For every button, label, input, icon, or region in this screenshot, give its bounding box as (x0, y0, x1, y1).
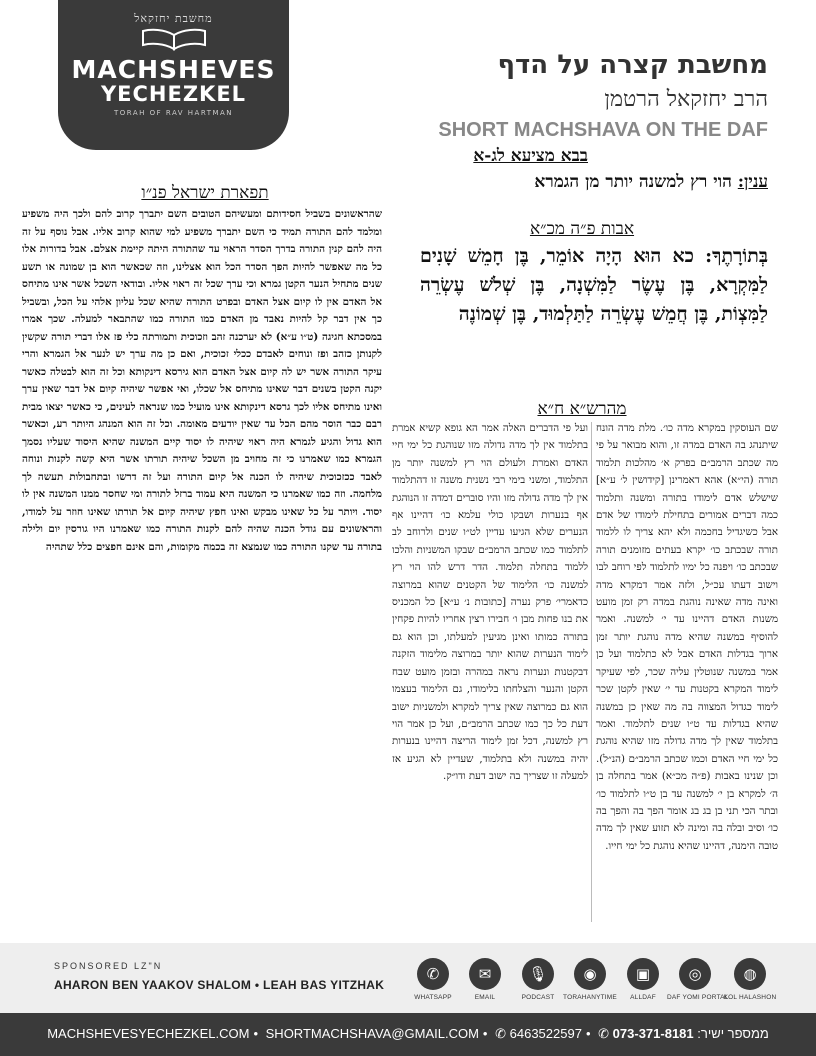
phone-number[interactable]: 073-371-8181 (612, 1026, 694, 1041)
icon-label: KOL HALASHON (723, 994, 777, 1001)
logo-hebrew: מחשבת יחזקאל (134, 12, 213, 25)
mishna-heading: אבות פ״ה מכ״א (529, 219, 635, 239)
contact-line: MACHSHEVESYECHEZKEL.COM • SHORTMACHSHAVA@GMAIL.COM • ✆ 6463522597 • ✆ 073-371-8181 ממספר ישיר: (47, 1026, 769, 1041)
left-column-text: שהראשונים בשביל חסידותם ומעשיהם הטובים השם יתברך קרוב להם ולכך היה משפיע ומלמד להם התורה תמיד כי השם יתברך משפיע למי שהוא קרוב אליו. אבל נוסף על זה היה להם קנין התורה בדרך הסדר הראוי עד שהתורה היתה קיימת אצלם. אבל בדורות אלו כל מה שאפשר להיות הפך הסדר הכל הוא אצלינו, וזה שכאשר הוא בן שמונה או תשע שנים מתחיל הנער הקטן גמרא וכי ערך שכל זה ראוי אליו. ובודאי השכל אשר אינו מתיחס אל האדם אין לו קיום אצל האדם ובפרט התורה שהיא שכל עליון אלהי על הכל, ובשביל כך אין דבר קל להיות נאבד מן האדם כמו התורה כמו שהתבאר למעלה. שכך אמרו במסכתא חגיגה (ט״ו ע״א) לא יערכנה זהב וזכוכית ותמורתה כלי פז אלו דברי תורה שקשין לקנותן כזהב ופז ונוחים לאבדם ככלי זכוכית, ואם כן מה ערך יש לנער אל הגמרא והרי עיקר התורה אשר יש לה קיום אצל האדם הוא גירסא דינקותא וכל זה הוא לבטלה כאשר יקנה הקטן בשנים דבר שאינו מתיחס אל שכלו, ואי אפשר שיהיה קיום אל דבר שאין ערך ואינו מתיחס אליו לכך גרסא דינקותא אינו מועיל כמו שנראה לעינים, כי כאשר יצאו מבית רבם כבר הוסר מהם הכל עד שאין יודעים מאומה. וכל זה הוא המנהג היותר רע, וכאשר הוא גדול והגיע לגמרא היה ראוי שיהיה לו יסוד קיים המשנה שהיא היסוד שעליו נסמך הגמרא כמו שאמרנו כי זה מחויב מן השכל שיהיה תורתו אשר היא קשה לקנות ונוחה לאבד ככזכוכית שיהיה לו הכנה אל קיום התורה ועל זה דרשו ובתחבולות תעשה לך מלחמה. וזה כמו שאמרנו כי המשנה היא עמוד ברזל לתורה ומי שחסר ממנו המשנה אין לו יסוד. ויותר על כל שאינו מבקש ואינו חפץ שיהיה קיום אל תורתו שאינו חוזר על למודו, והראשונים עם גודל הכנה שהיה להם לקנות התורה כמו שאמרנו היו גורסין יום ולילה בתורה עד שקנו התורה כמו שנמצא זה בכמה מקומות, והם אינם חפצים כלל שתהיה (22, 208, 382, 553)
icon-label: TORAHANYTIME (563, 994, 617, 1001)
torahanytime-icon: ◉ (574, 958, 606, 990)
podcast-link[interactable] (510, 958, 566, 1001)
open-book-icon (139, 27, 209, 51)
left-column-heading: תפארת ישראל פנ״ו (141, 183, 269, 203)
page-title: מחשבת קצרה על הדף (497, 50, 768, 80)
torahanytime-link[interactable] (562, 958, 618, 1001)
logo-tagline: TORAH OF RAV HARTMAN (113, 109, 234, 117)
topic-line (534, 172, 768, 192)
kol-halashon-link[interactable] (722, 958, 778, 1001)
daf-reference: בבא מציעא לג-א (473, 146, 588, 166)
logo-line-1: MACHSHEVES (71, 55, 276, 84)
email-address[interactable]: SHORTMACHSHAVA@GMAIL.COM (265, 1026, 479, 1041)
email-link[interactable] (457, 958, 513, 1001)
daf-yomi-portal-icon: ◎ (679, 958, 711, 990)
maharsha-heading: מהרש״א ח״א (537, 399, 627, 419)
page-title-english: SHORT MACHSHAVA ON THE DAF (438, 119, 768, 141)
maharsha-left-column: ועל פי הדברים האלה אמר הא גופא קשיא אמרת בתלמוד אין לך מדה גדולה מזו שנוהגת כל ימי חיי האדם ואמרת ולעולם הוי רץ למשנה יותר מן התלמוד, ומשני בימי רבי נשנית משנה זו דהתלמוד אין לך מדה גדולה מזו והיו סוברים דמדה זו הנוהגת אף בנערות ושבקו כולי עלמא כו׳ דהיינו אף הנערים שלא הגיעו עדיין לט״ו שנים ולרוחב לב לתלמוד כמו שכתב הרמב״ם שבקו המשניות והלכו ללמוד בתחלה תלמוד. הדר דרש להו הוי רץ למשנה כו׳ הלימוד של הקטנים שהוא במרוצה כדאמרי׳ פרק נערה [כתובות נ׳ ע״א] כל המכניס את בנו פחות מבן ו׳ חבירו רצין אחריו להיות פקחין בתורה כמותו ואינן מגיעין למעלתו, וכן הוא גם לימוד הנערות שהוא יותר במרוצה מלימוד הזקנה דבקטנות ונערות נראה במהרה ובזמן מועט שבח הקטן והנער והצלחתו בלימודו, גם הלימוד בעצמו הוא גם כמרוצה שאין צריך למקרא ולמשניות ישוב דעת כל כך כמו שכתב הרמב״ם, ועל כן אמר הוי רץ למשנה, דכל זמן לימוד הריצה דהיינו בנערות יהיה במשנה ולא בתלמוד, שעדיין לא הגיע אז למעלה זו שצריך בה ישוב דעת ודו״ק. (392, 423, 588, 783)
icon-label: DAF YOMI PORTAL (667, 994, 729, 1001)
podcast-icon: 🎙 (522, 958, 554, 990)
logo-line-2: YECHEZKEL (100, 82, 247, 106)
alldaf-icon: ▣ (627, 958, 659, 990)
kol-halashon-icon: ◍ (734, 958, 766, 990)
topic-label: ענין: (737, 172, 768, 192)
maharsha-right-column: שם העוסקין במקרא מדה כו׳. מלת מדה הונח שיתנהג בה האדם במדה זו, והוא מבואר על פי מה שכתב הרמב״ם בפרק א׳ מהלכות תלמוד תורה (הי״א) אהא דאמרינן [קידושין ל׳ ע״א] שישלש אדם לימודו בתורה ומשנה ותלמוד כמה דברים אמורים בתחילת לימודו של אדם אבל כשיגדיל בחכמה ולא יהא צריך לו ללמוד תורה שבכתב כו׳ יקרא בעתים מזומנים תורה שבכתב כו׳ ויפנה כל ימיו לתלמוד לפי רוחב לבו וישוב דעתו עכ״ל, ולזה אמר דמקרא מדה ואינה מדה שאינה נוהגת במדה רק זמן מועט משנות האדם דהיינו עד י׳ למשנה. ואמר להוסיף במשנה שהיא מדה נוהגת יותר זמן ארוך בגדלות האדם אבל לא כתלמוד ועל כן אמר במשנה שנוטלין עליה שכר, לפי שעיקר לימוד המקרא בקטנות עד י׳ שאין לקטן שכר לימוד כגדול המצווה בה מה שאין כן במשנה שהיא בגדלות עד ט״ו שנים לתלמוד. ואמר בתלמוד שאין לך מדה גדולה מזו שהיא נוהגת כל ימי חיי האדם וכמו שכתב הרמב״ם (הנ״ל). וכן שנינו באבות (פ״ה מכ״א) אמר בתחלה בן ה׳ למקרא בן י׳ למשנה עד בן ט״ו לתלמוד כו׳ ובתר הכי תני בן בג בג אומר הפך בה והפך בה כו׳ וסיב ובלה בה ומינה לא תזוע שאין לך מדה טובה הימנה, דהיינו שהיא נוהגת כל ימי חייו. (596, 423, 778, 852)
website-link[interactable]: MACHSHEVESYECHEZKEL.COM (47, 1026, 250, 1041)
phone-label: ממספר ישיר: (697, 1026, 769, 1041)
email-icon: ✉ (469, 958, 501, 990)
whatsapp-small-icon: ✆ (495, 1026, 507, 1041)
mishna-text: בְּתוֹרָתֶךָ: כא הוּא הָיָה אוֹמֵר, בֶּן חָמֵשׁ שָׁנִים לַמִּקְרָא, בֶּן עֶשֶׂר לַמִּשְׁנָה, בֶּן שְׁלֹשׁ עֶשְׂרֵה לַמִּצְוֹת, בֶּן חֲמֵשׁ עֶשְׂרֵה לַתַּלְמוּד, בֶּן שְׁמוֹנֶה (420, 245, 768, 325)
whatsapp-icon: ✆ (417, 958, 449, 990)
logo-block (58, 0, 289, 150)
sponsored-names: AHARON BEN YAAKOV SHALOM • LEAH BAS YITZHAK (54, 978, 385, 992)
alldaf-link[interactable] (615, 958, 671, 1001)
whatsapp-link[interactable] (405, 958, 461, 1001)
sponsored-label: SPONSORED LZ"N (54, 961, 163, 971)
icon-label: ALLDAF (630, 994, 656, 1001)
phone-icon: ✆ (598, 1026, 610, 1041)
icon-label: EMAIL (474, 994, 496, 1001)
icon-label: WHATSAPP (414, 994, 452, 1001)
column-divider (591, 422, 592, 922)
icon-label: PODCAST (521, 994, 555, 1001)
author-name: הרב יחזקאל הרטמן (604, 87, 768, 112)
daf-yomi-portal-link[interactable] (667, 958, 729, 1001)
topic-text: הוי רץ למשנה יותר מן הגמרא (534, 172, 738, 192)
whatsapp-number[interactable]: 6463522597 (509, 1026, 582, 1041)
